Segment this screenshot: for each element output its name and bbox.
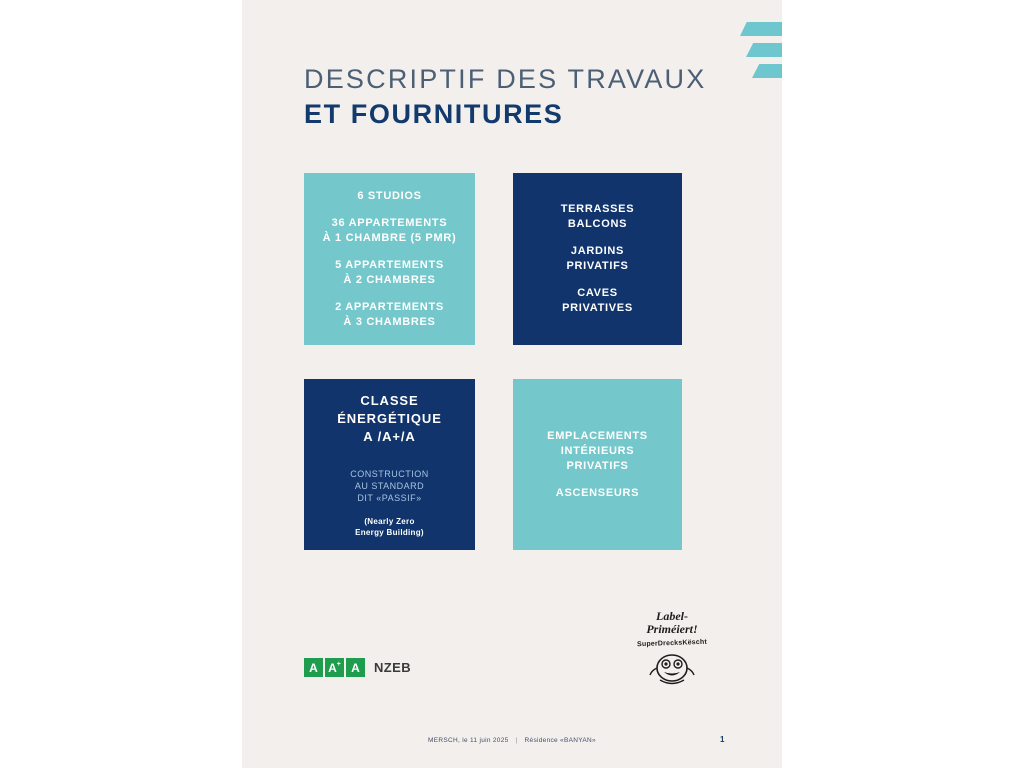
card-group [556,486,639,501]
energy-box-a [304,658,323,677]
card-group [562,286,633,316]
page-sheet [242,0,782,768]
card-line: À 1 CHAMBRE (5 PMR) [322,231,457,244]
nzeb-label: NZEB [374,660,411,675]
card-line: TERRASSES [560,203,635,215]
card-group [323,216,457,246]
stamp-line-2: Priméiert! [646,622,698,636]
card-subtext [350,468,429,504]
footer-separator: | [515,737,518,744]
card-line: CLASSE [360,392,419,408]
card-line: INTÉRIEURS [560,444,635,457]
card-group [335,258,444,288]
page-number: 1 [720,735,725,744]
card-line: BALCONS [567,218,628,230]
energy-box-a-2 [346,658,365,677]
card-line: CONSTRUCTION [350,468,429,479]
card-line: 36 APPARTEMENTS [331,216,448,229]
card-group [337,392,442,446]
card-energy-class [304,379,475,550]
card-parking [513,379,682,550]
title-line-secondary: ET FOURNITURES [304,99,564,129]
card-line: PRIVATIVES [562,302,633,314]
footer-project-name: Résidence «BANYAN» [524,737,596,744]
page-title [304,62,744,132]
card-housing-units [304,173,475,345]
card-line: 5 APPARTEMENTS [335,258,444,271]
decorative-stripe-icon [740,22,782,36]
energy-box-letter: A [328,660,337,675]
page-footer [242,737,782,744]
card-line: ASCENSEURS [555,486,640,499]
stamp-brand-text: SuperDrecksKëscht [636,638,708,649]
card-group [335,300,444,330]
card-subtext-secondary [355,516,424,538]
superdreckskescht-label-stamp [624,610,720,693]
card-line: A /A+/A [363,428,416,444]
card-line: ÉNERGÉTIQUE [337,410,442,426]
card-outdoor-spaces [513,173,682,345]
decorative-stripe-icon [752,64,782,78]
mascot-face-icon [646,648,698,688]
energy-box-a-plus [325,658,344,677]
card-line: Energy Building) [355,527,424,537]
card-line: À 3 CHAMBRES [343,315,436,328]
card-line: JARDINS [570,245,625,257]
card-group [561,202,635,232]
card-line: 6 STUDIOS [357,189,422,202]
card-line: AU STANDARD [354,480,425,491]
card-group [547,429,648,474]
card-line: EMPLACEMENTS [547,429,648,442]
energy-box-letter: A [351,660,360,675]
energy-box-letter: A [309,660,318,675]
card-line: À 2 CHAMBRES [343,273,436,286]
card-group [566,244,628,274]
title-line-primary: DESCRIPTIF DES TRAVAUX [304,64,707,94]
card-line: PRIVATIFS [566,459,629,472]
energy-box-sup: + [336,661,341,668]
stamp-line-1: Label- [656,609,688,623]
card-line: 2 APPARTEMENTS [335,300,444,313]
nzeb-logo [304,658,411,677]
energy-class-boxes-icon [304,658,365,677]
card-group [357,189,421,204]
decorative-stripe-icon [746,43,782,57]
card-line: CAVES [577,287,618,299]
card-line: DIT «PASSIF» [357,492,422,503]
footer-location-date: MERSCH, le 11 juin 2025 [428,737,509,744]
card-line: PRIVATIFS [566,260,629,272]
card-line: (Nearly Zero [364,516,415,526]
